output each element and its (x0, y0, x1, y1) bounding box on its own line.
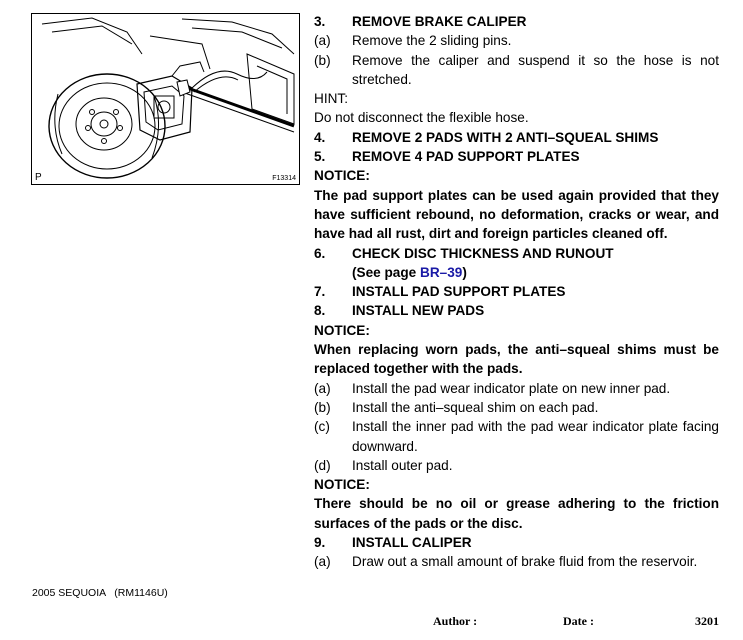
hint-text: Do not disconnect the flexible hose. (314, 110, 529, 126)
step-5-heading: 5. REMOVE 4 PAD SUPPORT PLATES (314, 149, 580, 165)
step-8a: (a) Install the pad wear indicator plate on new inner pad. (314, 380, 671, 396)
notice-2-text: When replacing worn pads, the anti–squeal shims must be replaced together with the pads. (314, 342, 719, 377)
notice-3-text: There should be no oil or grease adhering to the friction surfaces of the pads or the disc. (314, 496, 719, 531)
page-reference-link[interactable]: BR–39 (420, 264, 463, 280)
step-9a: (a) Draw out a small amount of brake fluid from the reservoir. (314, 554, 698, 570)
figure-code: F13314 (272, 175, 296, 182)
date-label: Date : (563, 614, 594, 628)
step-8c: (c) Install the inner pad with the pad wear indicator plate facing downward. (314, 419, 719, 454)
step-3b: (b) Remove the caliper and suspend it so the hose is not stretched. (314, 52, 719, 87)
procedure-text (314, 12, 719, 572)
step-6-heading: 6. CHECK DISC THICKNESS AND RUNOUT (314, 245, 614, 261)
notice-1-label: NOTICE: (314, 168, 370, 184)
hint-label: HINT: (314, 91, 348, 107)
notice-2-label: NOTICE: (314, 322, 370, 338)
step-8d: (d) Install outer pad. (314, 457, 453, 473)
brake-caliper-illustration (31, 13, 300, 185)
vehicle-model-footer: 2005 SEQUOIA (RM1146U) (32, 587, 168, 599)
step-3-heading: 3. REMOVE BRAKE CALIPER (314, 14, 527, 29)
author-label: Author : (433, 614, 478, 628)
brake-assembly-drawing (32, 14, 299, 184)
step-7-heading: 7. INSTALL PAD SUPPORT PLATES (314, 284, 566, 300)
figure-corner-label: P (35, 172, 42, 183)
notice-1-text: The pad support plates can be used again provided that they have sufficient rebound, no deformation, cracks or wear, and have had all rust, dirt and foreign particles cleaned off. (314, 187, 719, 242)
step-8b: (b) Install the anti–squeal shim on each pad. (314, 399, 599, 415)
step-3a: (a) Remove the 2 sliding pins. (314, 33, 512, 49)
page-number: 3201 (695, 614, 719, 628)
notice-3-label: NOTICE: (314, 477, 370, 493)
step-8-heading: 8. INSTALL NEW PADS (314, 303, 485, 319)
step-6-reference: (See page BR–39) (352, 264, 467, 280)
step-9-heading: 9. INSTALL CALIPER (314, 535, 472, 551)
step-4-heading: 4. REMOVE 2 PADS WITH 2 ANTI–SQUEAL SHIMS (314, 129, 659, 145)
